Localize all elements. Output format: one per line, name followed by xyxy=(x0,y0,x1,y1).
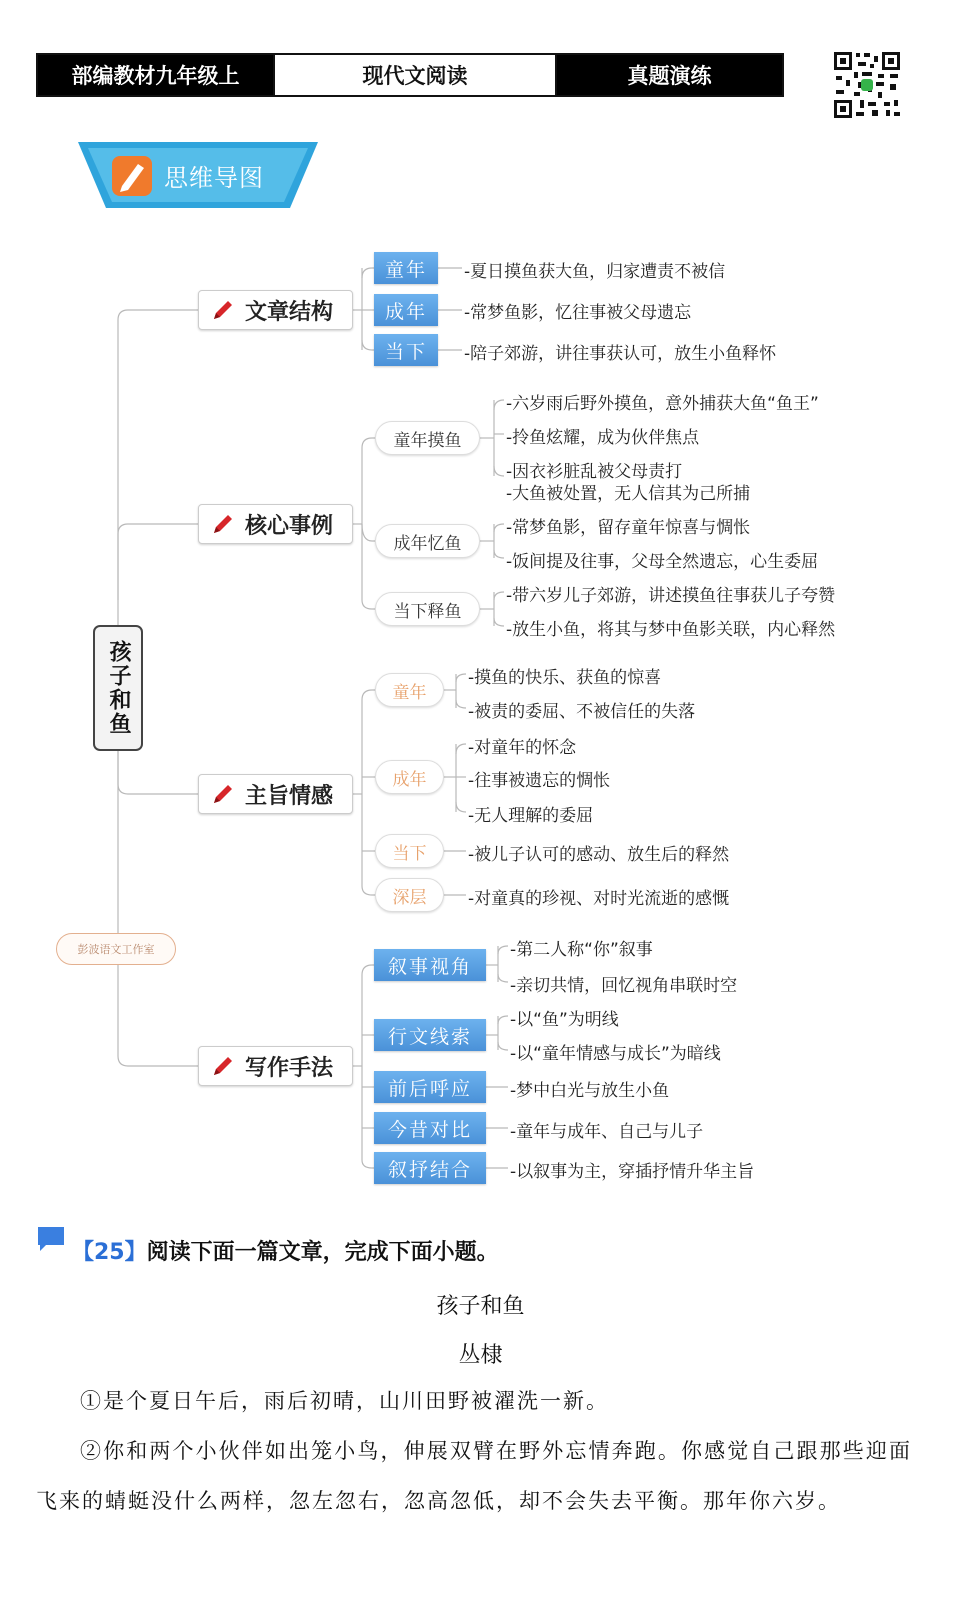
leaf-text: -第二人称“你”叙事 xyxy=(510,940,653,960)
pen-icon xyxy=(211,782,235,806)
leaf-text: -放生小鱼，将其与梦中鱼影关联，内心释然 xyxy=(506,620,836,640)
leaf-text: -被儿子认可的感动、放生后的释然 xyxy=(468,845,730,865)
pen-icon xyxy=(211,1054,235,1078)
leaf-text: -夏日摸鱼获大鱼，归家遭责不被信 xyxy=(464,262,726,282)
sub-tag: 叙抒结合 xyxy=(374,1152,486,1184)
question-bookmark-icon xyxy=(36,1225,66,1251)
header-grade: 部编教材九年级上 xyxy=(38,55,273,95)
article-paragraph: ①是个夏日午后，雨后初晴，山川田野被濯洗一新。 xyxy=(80,1389,609,1413)
leaf-text: -以“鱼”为明线 xyxy=(510,1010,619,1030)
leaf-text: -童年与成年、自己与儿子 xyxy=(510,1122,704,1142)
leaf-text: -六岁雨后野外摸鱼，意外捕获大鱼“鱼王” xyxy=(506,394,819,414)
header-section: 真题演练 xyxy=(557,55,782,95)
leaf-text: -梦中白光与放生小鱼 xyxy=(510,1081,670,1101)
leaf-text: -常梦鱼影，忆往事被父母遗忘 xyxy=(464,303,692,323)
banner-title: 思维导图 xyxy=(164,164,264,192)
leaf-text: -以“童年情感与成长”为暗线 xyxy=(510,1044,721,1064)
sub-tag: 前后呼应 xyxy=(374,1071,486,1103)
leaf-text: -大鱼被处置，无人信其为己所捕 xyxy=(506,484,751,504)
sub-pill: 深层 xyxy=(375,878,444,912)
sub-pill: 当下 xyxy=(375,834,444,868)
sub-pill: 成年 xyxy=(375,760,444,794)
sub-tag: 叙事视角 xyxy=(374,949,486,981)
branch-theme-emotion: 主旨情感 xyxy=(198,774,353,814)
leaf-text: -带六岁儿子郊游，讲述摸鱼往事获儿子夸赞 xyxy=(506,586,836,606)
leaf-text: -被责的委屈、不被信任的失落 xyxy=(468,702,696,722)
branch-writing-techniques: 写作手法 xyxy=(198,1046,353,1086)
leaf-text: -对童真的珍视、对时光流逝的感慨 xyxy=(468,889,730,909)
leaf-text: -对童年的怀念 xyxy=(468,738,577,758)
leaf-text: -陪子郊游，讲往事获认可，放生小鱼释怀 xyxy=(464,344,777,364)
sub-pill: 童年摸鱼 xyxy=(375,421,480,455)
branch-core-events: 核心事例 xyxy=(198,504,353,544)
sub-tag: 当下 xyxy=(374,334,438,366)
pen-icon xyxy=(211,298,235,322)
leaf-text: -拎鱼炫耀，成为伙伴焦点 xyxy=(506,428,700,448)
leaf-text: -常梦鱼影，留存童年惊喜与惆怅 xyxy=(506,518,751,538)
sub-tag: 行文线索 xyxy=(374,1019,486,1051)
mindmap-root xyxy=(93,625,143,751)
pen-icon xyxy=(211,512,235,536)
article-paragraph: ②你和两个小伙伴如出笼小鸟，伸展双臂在野外忘情奔跑。你感觉自己跟那些迎面飞来的蜻蜓没什么两样，忽左忽右，忽高忽低，却不会失去平衡。那年你六岁。 xyxy=(36,1439,912,1513)
sub-pill: 成年忆鱼 xyxy=(375,524,480,558)
article-author: 丛棣 xyxy=(458,1343,503,1368)
studio-badge: 彭波语文工作室 xyxy=(56,933,176,965)
question-heading xyxy=(72,1235,499,1266)
leaf-text: -无人理解的委屈 xyxy=(468,806,594,826)
question-number: 【25】 xyxy=(72,1240,147,1265)
root-char: 孩子和鱼 xyxy=(106,640,131,736)
sub-tag: 童年 xyxy=(374,252,438,284)
header-subject: 现代文阅读 xyxy=(273,55,557,95)
sub-tag: 成年 xyxy=(374,294,438,326)
leaf-text: -摸鱼的快乐、获鱼的惊喜 xyxy=(468,668,662,688)
leaf-text: -以叙事为主，穿插抒情升华主旨 xyxy=(510,1162,755,1182)
question-prompt: 阅读下面一篇文章，完成下面小题。 xyxy=(146,1240,499,1265)
leaf-text: -因衣衫脏乱被父母责打 xyxy=(506,462,683,482)
sub-tag: 今昔对比 xyxy=(374,1112,486,1144)
article-title: 孩子和鱼 xyxy=(436,1294,525,1319)
leaf-text: -亲切共情，回忆视角串联时空 xyxy=(510,976,738,996)
sub-pill: 当下释鱼 xyxy=(375,592,480,626)
branch-structure: 文章结构 xyxy=(198,290,353,330)
sub-pill: 童年 xyxy=(375,673,444,707)
leaf-text: -饭间提及往事，父母全然遗忘，心生委屈 xyxy=(506,552,819,572)
leaf-text: -往事被遗忘的惆怅 xyxy=(468,771,611,791)
